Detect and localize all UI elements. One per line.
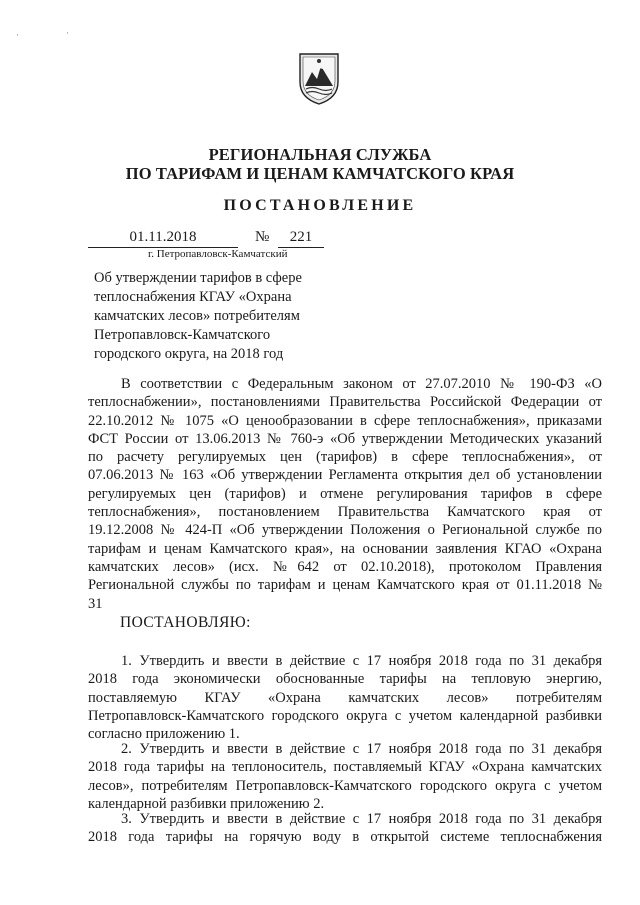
preamble-line: 19.12.2008 № 424-П «Об утверждении Положения о Региональной службе по xyxy=(88,522,602,539)
coat-of-arms-icon xyxy=(298,52,340,106)
preamble-line: Региональной службы по тарифам и ценам Камчатского края от 01.11.2018 № xyxy=(88,577,602,594)
clause-line: лесов», потребителям Петропавловск-Камчатского городского округа с учетом xyxy=(88,777,602,794)
preamble-paragraph xyxy=(88,375,602,613)
clause-3 xyxy=(88,810,602,847)
clause-line: 2018 года тарифы на горячую воду в открытой системе теплоснабжения xyxy=(88,829,602,846)
decree-heading: ПОСТАНОВЛЯЮ: xyxy=(120,614,251,631)
clause-line: 1. Утвердить и ввести в действие с 17 ноября 2018 года по 31 декабря xyxy=(121,653,602,669)
clause-line: 2. Утвердить и ввести в действие с 17 ноября 2018 года по 31 декабря xyxy=(121,741,602,757)
clause-2 xyxy=(88,740,602,813)
clause-line: календарной разбивки приложению 2. xyxy=(88,795,325,812)
document-type-title: ПОСТАНОВЛЕНИЕ xyxy=(223,197,417,214)
document-subject xyxy=(94,269,320,364)
organization-name-line2: ПО ТАРИФАМ И ЦЕНАМ КАМЧАТСКОГО КРАЯ xyxy=(125,164,515,183)
subject-line: теплоснабжения КГАУ «Охрана xyxy=(94,289,292,305)
preamble-line: регулируемых цен (тарифов) и отмене регулирования тарифов в сфере xyxy=(88,485,602,502)
scan-mark: · xyxy=(16,30,19,40)
organization-name-line1: РЕГИОНАЛЬНАЯ СЛУЖБА xyxy=(208,145,432,164)
clause-line: поставляемую КГАУ «Охрана камчатских лесов» потребителям xyxy=(88,689,602,706)
document-date: 01.11.2018 xyxy=(88,229,238,248)
clause-line: 2018 года экономически обоснованные тарифы на тепловую энергию, xyxy=(88,671,602,688)
preamble-line: 31 xyxy=(88,595,103,612)
preamble-line: ФСТ России от 13.06.2013 № 760-э «Об утверждении Методических указаний xyxy=(88,430,602,447)
document-number: 221 xyxy=(278,229,324,248)
subject-line: Петропавловск-Камчатского xyxy=(94,327,271,343)
preamble-line: 22.10.2012 № 1075 «О ценообразовании в сфере теплоснабжения», приказами xyxy=(88,412,602,429)
clause-line: согласно приложению 1. xyxy=(88,726,240,743)
clause-1 xyxy=(88,652,602,743)
subject-line: камчатских лесов» потребителям xyxy=(94,308,300,324)
preamble-line: теплоснабжении», постановлениями Правительства Российской Федерации от xyxy=(88,394,602,411)
preamble-line: 07.06.2013 № 163 «Об утверждении Регламента открытия дел об установлении xyxy=(88,467,602,484)
preamble-line: по расчету регулируемых цен (тарифов) в сфере теплоснабжения», от xyxy=(88,449,602,466)
clause-line: Петропавловск-Камчатского городского округа с учетом календарной разбивки xyxy=(88,707,602,724)
number-label: № xyxy=(255,229,270,245)
preamble-line: теплоснабжения», постановлением Правительства Камчатского края от xyxy=(88,504,602,521)
clause-line: 2018 года тарифы на теплоноситель, поставляемый КГАУ «Охрана камчатских xyxy=(88,759,602,776)
preamble-line: В соответствии с Федеральным законом от 27.07.2010 № 190-ФЗ «О xyxy=(121,376,602,392)
subject-line: городского округа, на 2018 год xyxy=(94,346,284,362)
subject-line: Об утверждении тарифов в сфере xyxy=(94,270,302,286)
clause-line: 3. Утвердить и ввести в действие с 17 ноября 2018 года по 31 декабря xyxy=(121,811,602,827)
preamble-line: камчатских лесов» (исх. №642 от 02.10.2018), протоколом Правления xyxy=(88,558,602,575)
preamble-line: тарифам и ценам Камчатского края», на основании заявления КГАО «Охрана xyxy=(88,540,602,557)
scan-mark: · xyxy=(66,28,69,38)
city-name: г. Петропавловск-Камчатский xyxy=(148,248,288,260)
